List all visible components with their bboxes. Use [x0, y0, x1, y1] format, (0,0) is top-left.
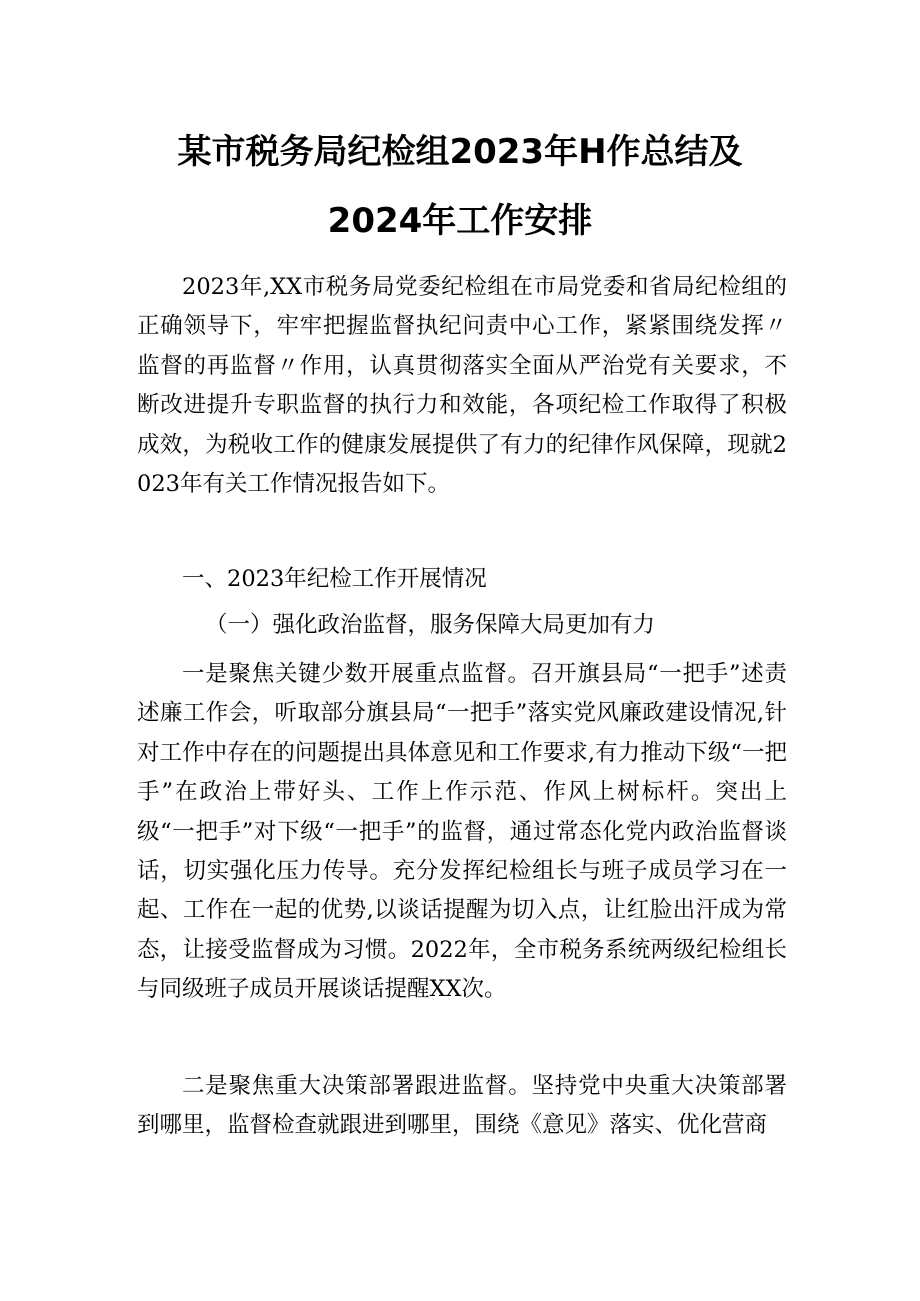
subsection-heading-1: （一）强化政治监督，服务保障大局更加有力: [205, 612, 656, 638]
document-title-line-1: 某市税务局纪检组2023年H作总结及: [177, 132, 743, 172]
intro-paragraph: 2023年,XX市税务局党委纪检组在市局党委和省局纪检组的正确领导下，牢牢把握监督执纪问责中心工作，紧紧围绕发挥〃监督的再监督〃作用，认真贯彻落实全面从严治党有关要求，不断改进提升专职监督的执行力和效能，各项纪检工作取得了积极成效，为税收工作的健康发展提供了有力的纪律作风保障，现就2023年有关工作情况报告如下。: [137, 274, 787, 498]
document-title-line-2: 2024年工作安排: [327, 201, 593, 241]
body-paragraph-2: 二是聚焦重大决策部署跟进监督。坚持党中央重大决策部署到哪里，监督检查就跟进到哪里，围绕《意见》落实、优化营商: [137, 1073, 787, 1139]
section-heading-1: 一、2023年纪检工作开展情况: [182, 566, 487, 592]
body-paragraph-1: 一是聚焦关键少数开展重点监督。召开旗县局“一把手”述责述廉工作会，听取部分旗县局“一把手”落实党风廉政建设情况,针对工作中存在的问题提出具体意见和工作要求,有力推动下级“一把手”在政治上带好头、工作上作示范、作风上树标杆。突出上级“一把手”对下级“一把手”的监督，通过常态化党内政治监督谈话，切实强化压力传导。充分发挥纪检组长与班子成员学习在一起、工作在一起的优势,以谈话提醒为切入点，让红脸出汗成为常态，让接受监督成为习惯。2022年，全市税务系统两级纪检组长与同级班子成员开展谈话提醒XX次。: [137, 661, 787, 1003]
